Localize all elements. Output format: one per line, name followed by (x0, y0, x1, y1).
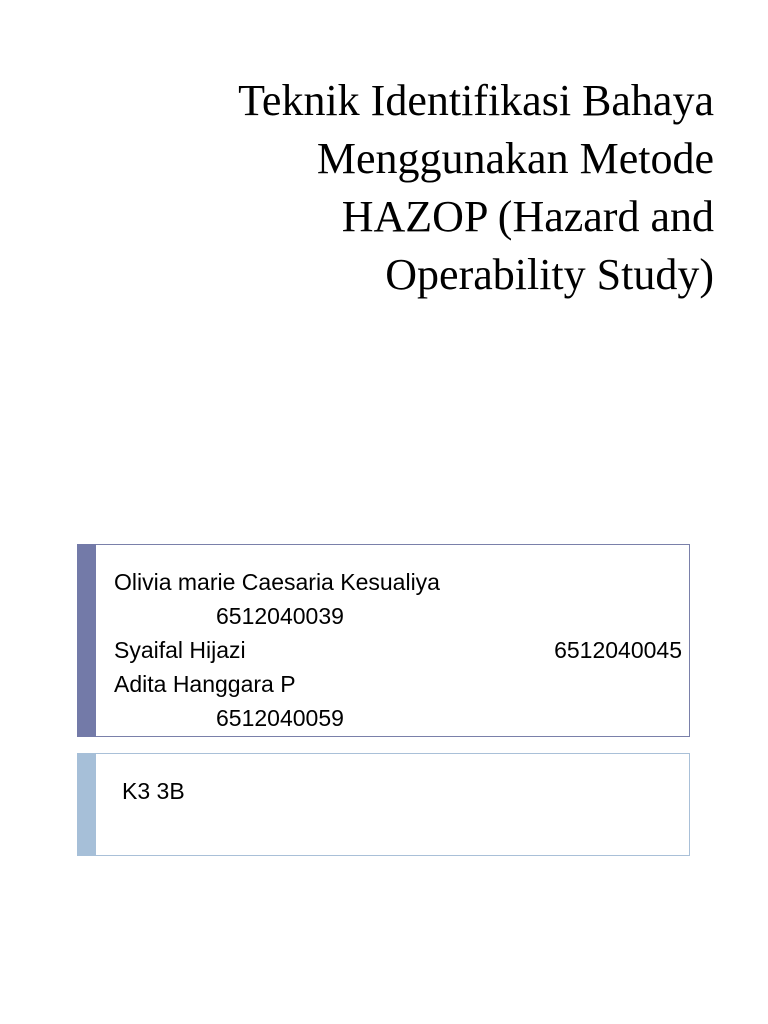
title-line-3: HAZOP (Hazard and (341, 192, 714, 241)
author-name: Syaifal Hijazi (114, 637, 246, 663)
class-box (77, 753, 690, 856)
author-row (114, 633, 682, 667)
title-line-1: Teknik Identifikasi Bahaya (238, 76, 714, 125)
author-id: 6512040059 (216, 705, 344, 731)
authors-box (77, 544, 690, 737)
author-id: 6512040039 (216, 603, 344, 629)
authors-accent-bar (77, 544, 96, 737)
author-name: Olivia marie Caesaria Kesualiya (114, 569, 440, 595)
author-name: Adita Hanggara P (114, 671, 296, 697)
class-label: K3 3B (122, 778, 185, 804)
title-line-4: Operability Study) (385, 250, 714, 299)
author-id: 6512040045 (554, 637, 682, 663)
author-name-row (114, 565, 682, 599)
class-accent-bar (77, 753, 96, 856)
title-line-2: Menggunakan Metode (316, 134, 714, 183)
author-id-row (114, 599, 682, 633)
author-id-row (114, 701, 682, 735)
author-list (114, 565, 682, 735)
author-name-row (114, 667, 682, 701)
slide-title (74, 72, 714, 304)
